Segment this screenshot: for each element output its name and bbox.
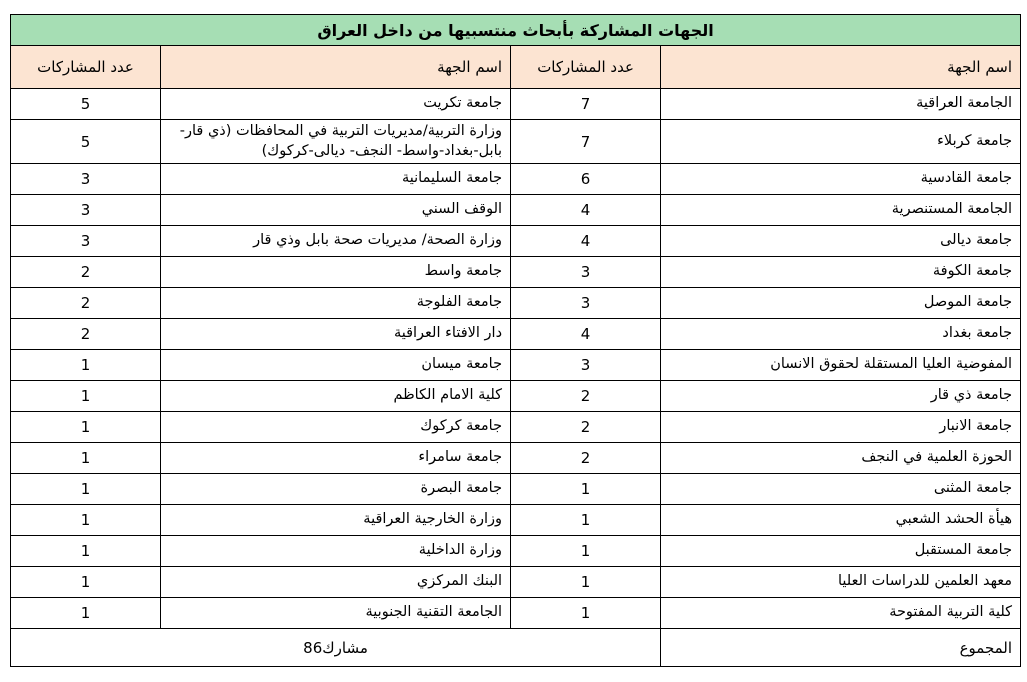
org-name-left: كلية الامام الكاظم <box>161 381 511 412</box>
org-name-right: جامعة القادسية <box>661 164 1021 195</box>
participation-count-left: 1 <box>11 598 161 629</box>
participation-count-right: 6 <box>511 164 661 195</box>
table-title: الجهات المشاركة بأبحاث منتسبيها من داخل العراق <box>11 15 1021 46</box>
table-row <box>11 226 1021 257</box>
table-row <box>11 505 1021 536</box>
org-name-right: المفوضية العليا المستقلة لحقوق الانسان <box>661 350 1021 381</box>
participation-count-right: 2 <box>511 412 661 443</box>
org-name-right: جامعة الانبار <box>661 412 1021 443</box>
table-row <box>11 195 1021 226</box>
participation-count-right: 4 <box>511 226 661 257</box>
org-name-left: جامعة سامراء <box>161 443 511 474</box>
table-row <box>11 164 1021 195</box>
column-header-row <box>11 46 1021 89</box>
participation-count-right: 3 <box>511 350 661 381</box>
column-header-participations-left: عدد المشاركات <box>11 46 161 89</box>
table-row <box>11 567 1021 598</box>
participation-count-left: 5 <box>11 89 161 120</box>
org-name-left: جامعة تكريت <box>161 89 511 120</box>
org-name-left: جامعة كركوك <box>161 412 511 443</box>
table-row <box>11 120 1021 164</box>
participation-count-left: 2 <box>11 288 161 319</box>
participation-count-right: 7 <box>511 89 661 120</box>
participation-count-left: 3 <box>11 164 161 195</box>
participation-count-right: 3 <box>511 257 661 288</box>
participation-count-right: 1 <box>511 598 661 629</box>
participation-count-left: 1 <box>11 505 161 536</box>
total-label: المجموع <box>661 629 1021 667</box>
org-name-right: كلية التربية المفتوحة <box>661 598 1021 629</box>
participation-count-right: 1 <box>511 567 661 598</box>
participation-count-right: 1 <box>511 505 661 536</box>
column-header-org-name-left: اسم الجهة <box>161 46 511 89</box>
org-name-right: جامعة المثنى <box>661 474 1021 505</box>
column-header-org-name-right: اسم الجهة <box>661 46 1021 89</box>
table-row <box>11 350 1021 381</box>
org-name-right: الحوزة العلمية في النجف <box>661 443 1021 474</box>
participation-count-left: 1 <box>11 474 161 505</box>
org-name-left: جامعة واسط <box>161 257 511 288</box>
org-name-left: الوقف السني <box>161 195 511 226</box>
participation-count-right: 7 <box>511 120 661 164</box>
participation-count-left: 1 <box>11 443 161 474</box>
participants-table <box>10 14 1021 667</box>
table-title-row <box>11 15 1021 46</box>
org-name-left: البنك المركزي <box>161 567 511 598</box>
participation-count-right: 1 <box>511 474 661 505</box>
org-name-left: جامعة الفلوجة <box>161 288 511 319</box>
participation-count-left: 2 <box>11 319 161 350</box>
table-row <box>11 443 1021 474</box>
org-name-left: وزارة الداخلية <box>161 536 511 567</box>
column-header-participations-right: عدد المشاركات <box>511 46 661 89</box>
org-name-left: الجامعة التقنية الجنوبية <box>161 598 511 629</box>
org-name-right: جامعة كربلاء <box>661 120 1021 164</box>
participation-count-right: 4 <box>511 319 661 350</box>
org-name-left: جامعة البصرة <box>161 474 511 505</box>
participation-count-right: 1 <box>511 536 661 567</box>
org-name-left: وزارة الصحة/ مديريات صحة بابل وذي قار <box>161 226 511 257</box>
participation-count-left: 1 <box>11 567 161 598</box>
participation-count-right: 2 <box>511 381 661 412</box>
org-name-right: جامعة المستقبل <box>661 536 1021 567</box>
participation-count-left: 1 <box>11 412 161 443</box>
table-row <box>11 89 1021 120</box>
table-row <box>11 257 1021 288</box>
org-name-right: جامعة ديالى <box>661 226 1021 257</box>
org-name-right: جامعة بغداد <box>661 319 1021 350</box>
table-row <box>11 288 1021 319</box>
participation-count-left: 1 <box>11 381 161 412</box>
org-name-left: دار الافتاء العراقية <box>161 319 511 350</box>
table-row <box>11 536 1021 567</box>
table-row <box>11 381 1021 412</box>
participation-count-right: 2 <box>511 443 661 474</box>
org-name-right: معهد العلمين للدراسات العليا <box>661 567 1021 598</box>
total-row <box>11 629 1021 667</box>
org-name-right: جامعة الموصل <box>661 288 1021 319</box>
table-row <box>11 319 1021 350</box>
org-name-right: هيأة الحشد الشعبي <box>661 505 1021 536</box>
participation-count-left: 3 <box>11 226 161 257</box>
participation-count-left: 1 <box>11 350 161 381</box>
total-value: مشارك86 <box>11 629 661 667</box>
participation-count-left: 1 <box>11 536 161 567</box>
participation-count-left: 3 <box>11 195 161 226</box>
org-name-right: الجامعة العراقية <box>661 89 1021 120</box>
org-name-left: جامعة ميسان <box>161 350 511 381</box>
participation-count-right: 4 <box>511 195 661 226</box>
org-name-left: جامعة السليمانية <box>161 164 511 195</box>
org-name-right: جامعة الكوفة <box>661 257 1021 288</box>
table-row <box>11 598 1021 629</box>
table-row <box>11 474 1021 505</box>
org-name-left: وزارة التربية/مديريات التربية في المحافظات (ذي قار- بابل-بغداد-واسط- النجف- ديالى-كركوك) <box>161 120 511 164</box>
org-name-right: جامعة ذي قار <box>661 381 1021 412</box>
table-row <box>11 412 1021 443</box>
participation-count-left: 2 <box>11 257 161 288</box>
participation-count-left: 5 <box>11 120 161 164</box>
org-name-left: وزارة الخارجية العراقية <box>161 505 511 536</box>
org-name-right: الجامعة المستنصرية <box>661 195 1021 226</box>
participation-count-right: 3 <box>511 288 661 319</box>
